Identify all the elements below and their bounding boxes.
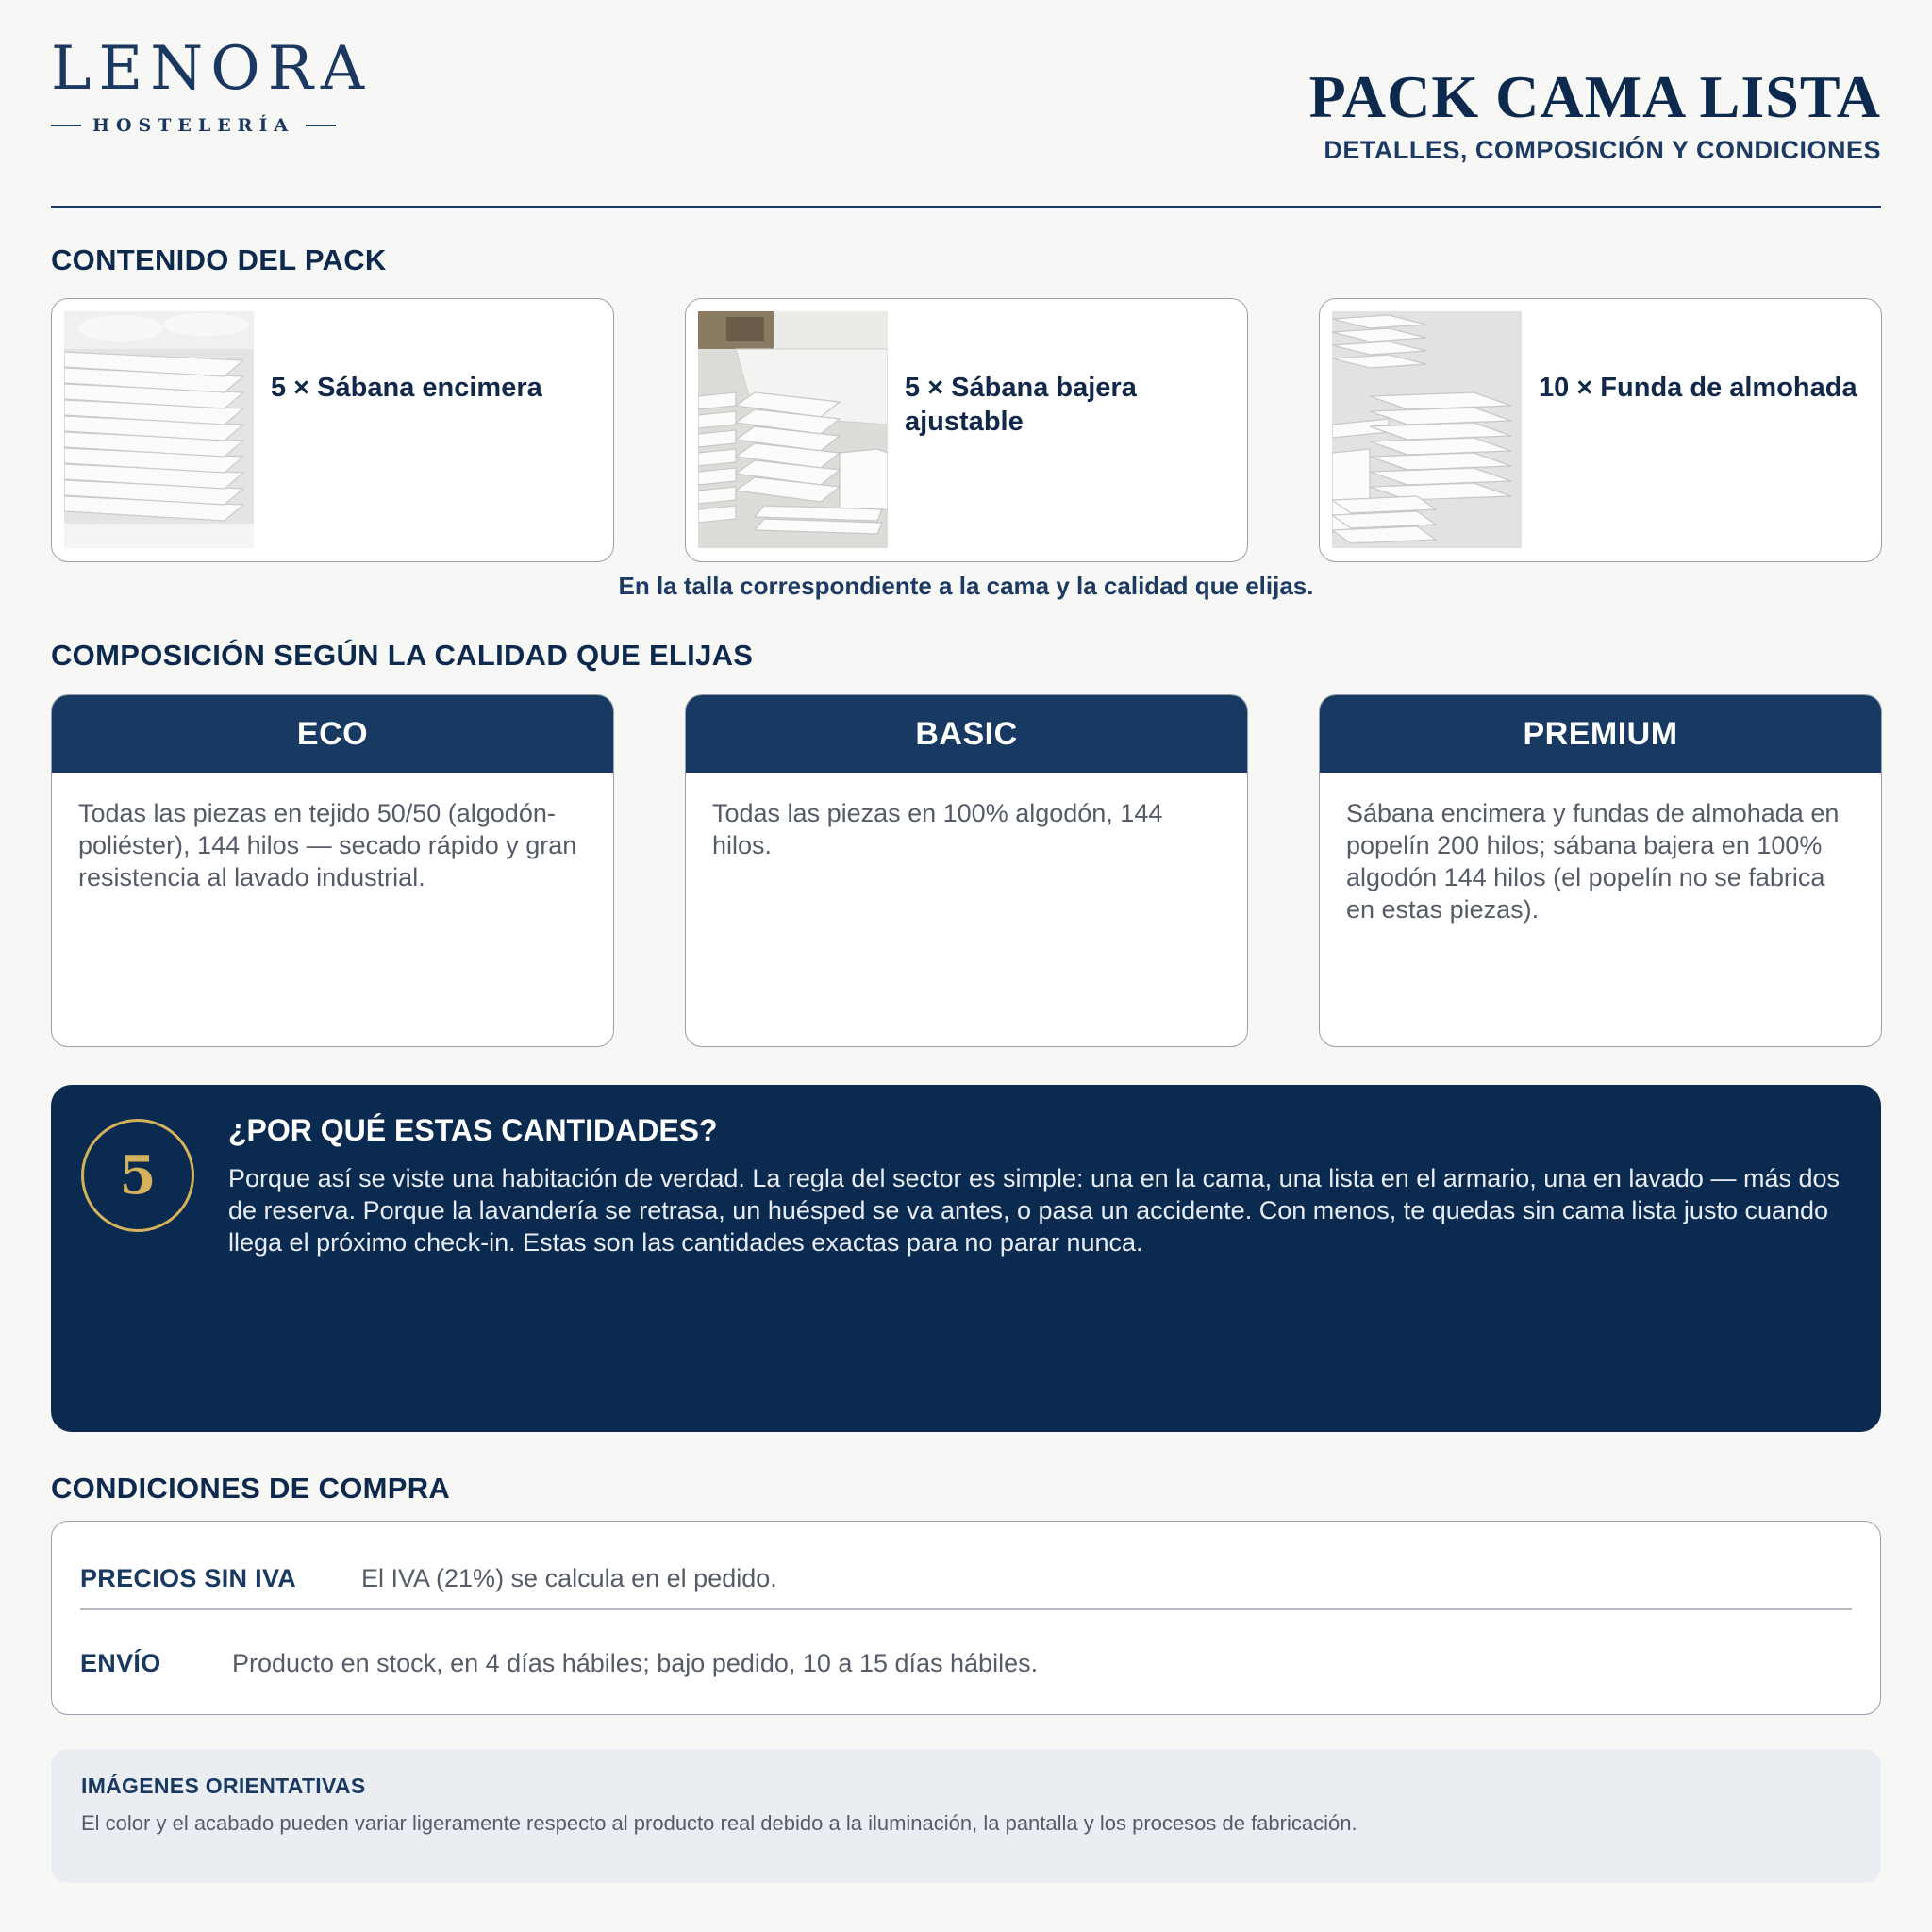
pack-item-card [1319,298,1882,562]
pack-item-label: 5 × Sábana encimera [271,373,542,403]
page-header [51,36,1881,206]
tagline-dash-right [306,125,336,126]
brand-name: LENORA [51,34,373,104]
composition-section-title: COMPOSICIÓN SEGÚN LA CALIDAD QUE ELIJAS [51,639,754,672]
why-title: ¿POR QUÉ ESTAS CANTIDADES? [228,1113,718,1147]
brand-tagline-row [51,115,372,136]
conditions-panel [51,1521,1881,1715]
condition-row [80,1550,1852,1607]
quality-tier-card [1319,694,1882,1047]
quality-tier-card [685,694,1248,1047]
condition-value: Producto en stock, en 4 días hábiles; bajo pedido, 10 a 15 días hábiles. [232,1648,1039,1677]
pillowcases-image [1332,311,1522,548]
pillowcases-illustration [1332,311,1522,548]
why-text: Porque así se viste una habitación de verdad. La regla del sector es simple: una en la cama, una lista en el armario, una en lavado — más dos de reserva. Porque la lavandería se retrasa, un huésped se va antes, o pasa un accidente. Con menos, te quedas sin cama lista justo cuando llega el próximo check-in. Estas son las cantidades exactas para no parar nunca. [228,1164,1840,1257]
disclaimer-title: IMÁGENES ORIENTATIVAS [81,1774,366,1798]
quality-tier-card [51,694,614,1047]
tagline-dash-left [51,125,81,126]
brand-tagline: HOSTELERÍA [92,115,295,136]
tier-description: Todas las piezas en 100% algodón, 144 hilos. [712,799,1163,859]
tier-name: PREMIUM [1320,695,1881,773]
condition-value: El IVA (21%) se calcula en el pedido. [361,1563,777,1592]
brand-logo [51,36,372,136]
contents-section-title: CONTENIDO DEL PACK [51,243,387,276]
conditions-section-title: CONDICIONES DE COMPRA [51,1472,451,1505]
disclaimer-text: El color y el acabado pueden variar ligeramente respecto al producto real debido a la iluminación, la pantalla y los procesos de fabricación. [81,1811,1357,1835]
condition-row [80,1635,1852,1691]
pack-item-card [685,298,1248,562]
flat-sheets-illustration [64,311,254,548]
pack-item-label: 5 × Sábana bajera ajustable [905,373,1137,437]
page-title: PACK CAMA LISTA [1308,63,1881,130]
condition-key: ENVÍO [80,1648,161,1677]
page-subtitle: DETALLES, COMPOSICIÓN Y CONDICIONES [1324,136,1881,164]
disclaimer-box [51,1749,1881,1883]
tier-description: Sábana encimera y fundas de almohada en popelín 200 hilos; sábana bajera en 100% algodón 144 hilos (el popelín no se fabrica en estas piezas). [1346,799,1840,924]
pack-item-card [51,298,614,562]
tier-name: ECO [52,695,613,773]
header-divider [51,206,1881,208]
tier-name: BASIC [686,695,1247,773]
why-quantities-panel [51,1085,1881,1432]
conditions-divider [80,1608,1852,1610]
contents-note: En la talla correspondiente a la cama y la calidad que elijas. [618,572,1314,600]
fitted-sheets-image [698,311,888,548]
condition-key: PRECIOS SIN IVA [80,1563,297,1592]
pack-item-label: 10 × Funda de almohada [1539,373,1857,403]
title-block [1032,64,1881,165]
number-badge: 5 [81,1119,194,1232]
flat-sheets-image [64,311,254,548]
tier-description: Todas las piezas en tejido 50/50 (algodón-poliéster), 144 hilos — secado rápido y gran resistencia al lavado industrial. [78,799,577,891]
fitted-sheets-illustration [698,311,888,548]
